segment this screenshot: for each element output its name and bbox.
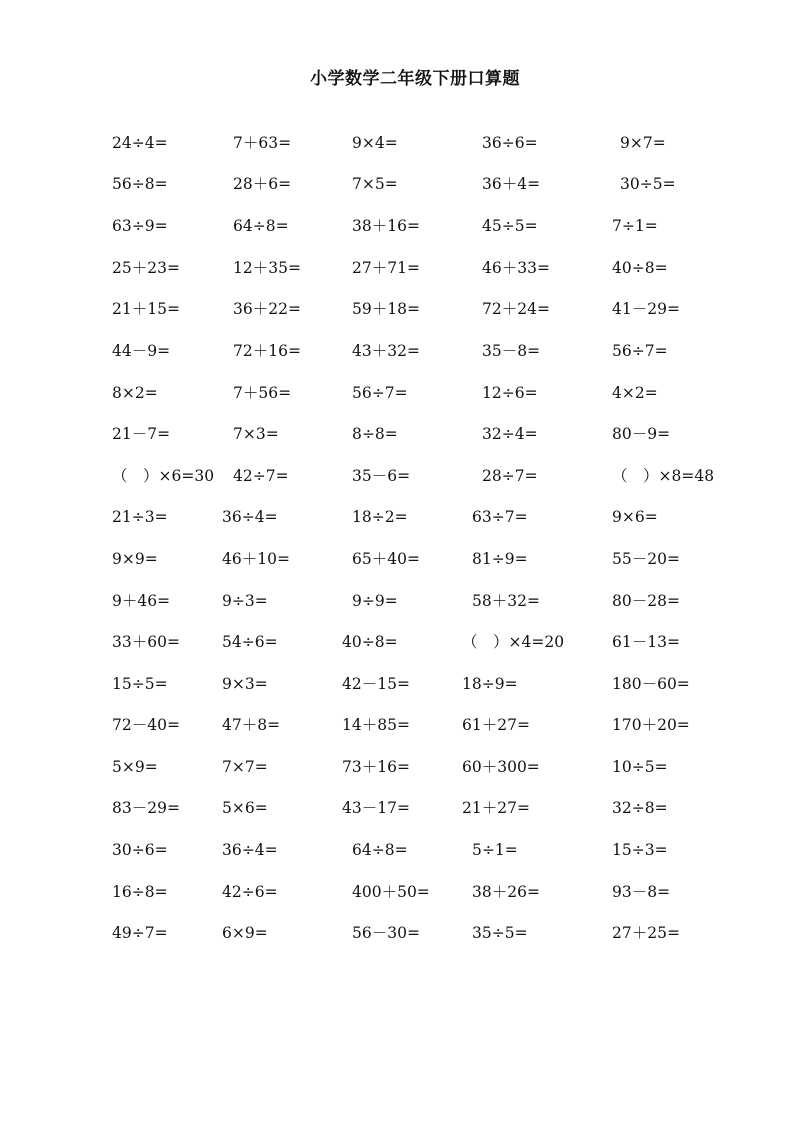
problem-cell: 47＋8=	[222, 716, 281, 734]
problem-cell: 7＋56=	[233, 384, 292, 402]
problem-cell: 72＋16=	[233, 342, 301, 360]
problem-row	[0, 882, 794, 906]
problem-cell: （ ）×8=48	[612, 467, 715, 485]
problem-cell: 72－40=	[112, 716, 180, 734]
problem-cell: 83－29=	[112, 799, 180, 817]
problem-cell: 58＋32=	[472, 592, 540, 610]
problem-cell: 36＋4=	[482, 175, 541, 193]
problem-row	[0, 840, 794, 864]
problem-cell: 45÷5=	[482, 217, 538, 235]
problem-cell: 8÷8=	[352, 425, 398, 443]
problem-cell: 27＋71=	[352, 259, 420, 277]
problem-cell: 30÷5=	[620, 175, 676, 193]
problem-cell: 63÷7=	[472, 508, 528, 526]
problem-row	[0, 632, 794, 656]
problem-row	[0, 383, 794, 407]
problem-row	[0, 798, 794, 822]
problem-cell: 10÷5=	[612, 758, 668, 776]
problem-cell: 64÷8=	[352, 841, 408, 859]
problem-cell: 16÷8=	[112, 883, 168, 901]
problem-row	[0, 133, 794, 157]
problem-cell: 35－8=	[482, 342, 541, 360]
problem-cell: 32÷4=	[482, 425, 538, 443]
problem-row	[0, 174, 794, 198]
problem-row	[0, 715, 794, 739]
problem-cell: 5÷1=	[472, 841, 518, 859]
problem-cell: 24÷4=	[112, 134, 168, 152]
problem-row	[0, 258, 794, 282]
problem-cell: 80－9=	[612, 425, 671, 443]
problem-cell: 27＋25=	[612, 924, 680, 942]
problem-cell: 5×9=	[112, 758, 158, 776]
problem-cell: 61－13=	[612, 633, 680, 651]
problem-cell: （ ）×4=20	[462, 633, 565, 651]
problem-cell: 28＋6=	[233, 175, 292, 193]
problem-cell: 61＋27=	[462, 716, 530, 734]
problem-cell: 14＋85=	[342, 716, 410, 734]
problem-cell: 21÷3=	[112, 508, 168, 526]
problem-cell: 81÷9=	[472, 550, 528, 568]
problem-cell: 56－30=	[352, 924, 420, 942]
problem-cell: 56÷8=	[112, 175, 168, 193]
problem-cell: 21－7=	[112, 425, 171, 443]
problem-cell: 36÷6=	[482, 134, 538, 152]
problem-cell: 46＋10=	[222, 550, 290, 568]
problem-cell: 4×2=	[612, 384, 658, 402]
problem-cell: 400＋50=	[352, 883, 430, 901]
problem-cell: 42－15=	[342, 675, 410, 693]
problem-cell: 180－60=	[612, 675, 690, 693]
problem-cell: 15÷3=	[612, 841, 668, 859]
problem-row	[0, 216, 794, 240]
problem-cell: 43＋32=	[352, 342, 420, 360]
problem-cell: 8×2=	[112, 384, 158, 402]
problem-cell: 18÷9=	[462, 675, 518, 693]
problem-cell: 9＋46=	[112, 592, 171, 610]
problem-row	[0, 674, 794, 698]
problem-cell: 7×5=	[352, 175, 398, 193]
problem-cell: 170＋20=	[612, 716, 690, 734]
problem-row	[0, 466, 794, 490]
problem-cell: 36＋22=	[233, 300, 301, 318]
problem-cell: 5×6=	[222, 799, 268, 817]
problem-cell: 49÷7=	[112, 924, 168, 942]
problem-cell: 56÷7=	[352, 384, 408, 402]
problem-row	[0, 299, 794, 323]
problem-cell: 32÷8=	[612, 799, 668, 817]
problem-row	[0, 923, 794, 947]
problem-cell: 9×7=	[620, 134, 666, 152]
problem-cell: 33＋60=	[112, 633, 180, 651]
problem-cell: 15÷5=	[112, 675, 168, 693]
problem-cell: 9×4=	[352, 134, 398, 152]
problem-cell: 38＋16=	[352, 217, 420, 235]
problem-cell: （ ）×6=30	[112, 467, 215, 485]
problem-cell: 93－8=	[612, 883, 671, 901]
problem-cell: 42÷6=	[222, 883, 278, 901]
problem-cell: 30÷6=	[112, 841, 168, 859]
problem-cell: 38＋26=	[472, 883, 540, 901]
problem-cell: 40÷8=	[612, 259, 668, 277]
problem-cell: 42÷7=	[233, 467, 289, 485]
problem-cell: 59＋18=	[352, 300, 420, 318]
problem-cell: 35－6=	[352, 467, 411, 485]
problem-cell: 46＋33=	[482, 259, 550, 277]
problem-cell: 43－17=	[342, 799, 410, 817]
problem-cell: 80－28=	[612, 592, 680, 610]
problem-cell: 56÷7=	[612, 342, 668, 360]
problem-cell: 28÷7=	[482, 467, 538, 485]
problem-cell: 54÷6=	[222, 633, 278, 651]
problem-cell: 7＋63=	[233, 134, 292, 152]
problem-cell: 44－9=	[112, 342, 171, 360]
problem-cell: 21＋27=	[462, 799, 530, 817]
problem-cell: 9×9=	[112, 550, 158, 568]
problem-cell: 35÷5=	[472, 924, 528, 942]
problem-cell: 36÷4=	[222, 841, 278, 859]
problem-row	[0, 507, 794, 531]
problem-cell: 64÷8=	[233, 217, 289, 235]
problem-cell: 7÷1=	[612, 217, 658, 235]
problem-cell: 12＋35=	[233, 259, 301, 277]
problem-cell: 40÷8=	[342, 633, 398, 651]
problem-cell: 73＋16=	[342, 758, 410, 776]
problem-row	[0, 424, 794, 448]
problem-cell: 55－20=	[612, 550, 680, 568]
problem-cell: 72＋24=	[482, 300, 550, 318]
problem-row	[0, 757, 794, 781]
problem-cell: 41－29=	[612, 300, 680, 318]
problem-cell: 6×9=	[222, 924, 268, 942]
problem-cell: 36÷4=	[222, 508, 278, 526]
problem-cell: 7×3=	[233, 425, 279, 443]
problem-cell: 9×6=	[612, 508, 658, 526]
problem-row	[0, 341, 794, 365]
problem-row	[0, 549, 794, 573]
problem-cell: 63÷9=	[112, 217, 168, 235]
worksheet-title: 小学数学二年级下册口算题	[310, 69, 520, 89]
problem-cell: 65＋40=	[352, 550, 420, 568]
problem-cell: 18÷2=	[352, 508, 408, 526]
problem-cell: 9÷3=	[222, 592, 268, 610]
problem-cell: 25＋23=	[112, 259, 180, 277]
problem-cell: 9×3=	[222, 675, 268, 693]
problem-row	[0, 591, 794, 615]
problem-cell: 7×7=	[222, 758, 268, 776]
problem-cell: 21＋15=	[112, 300, 180, 318]
problem-cell: 12÷6=	[482, 384, 538, 402]
problem-cell: 60＋300=	[462, 758, 540, 776]
problem-cell: 9÷9=	[352, 592, 398, 610]
